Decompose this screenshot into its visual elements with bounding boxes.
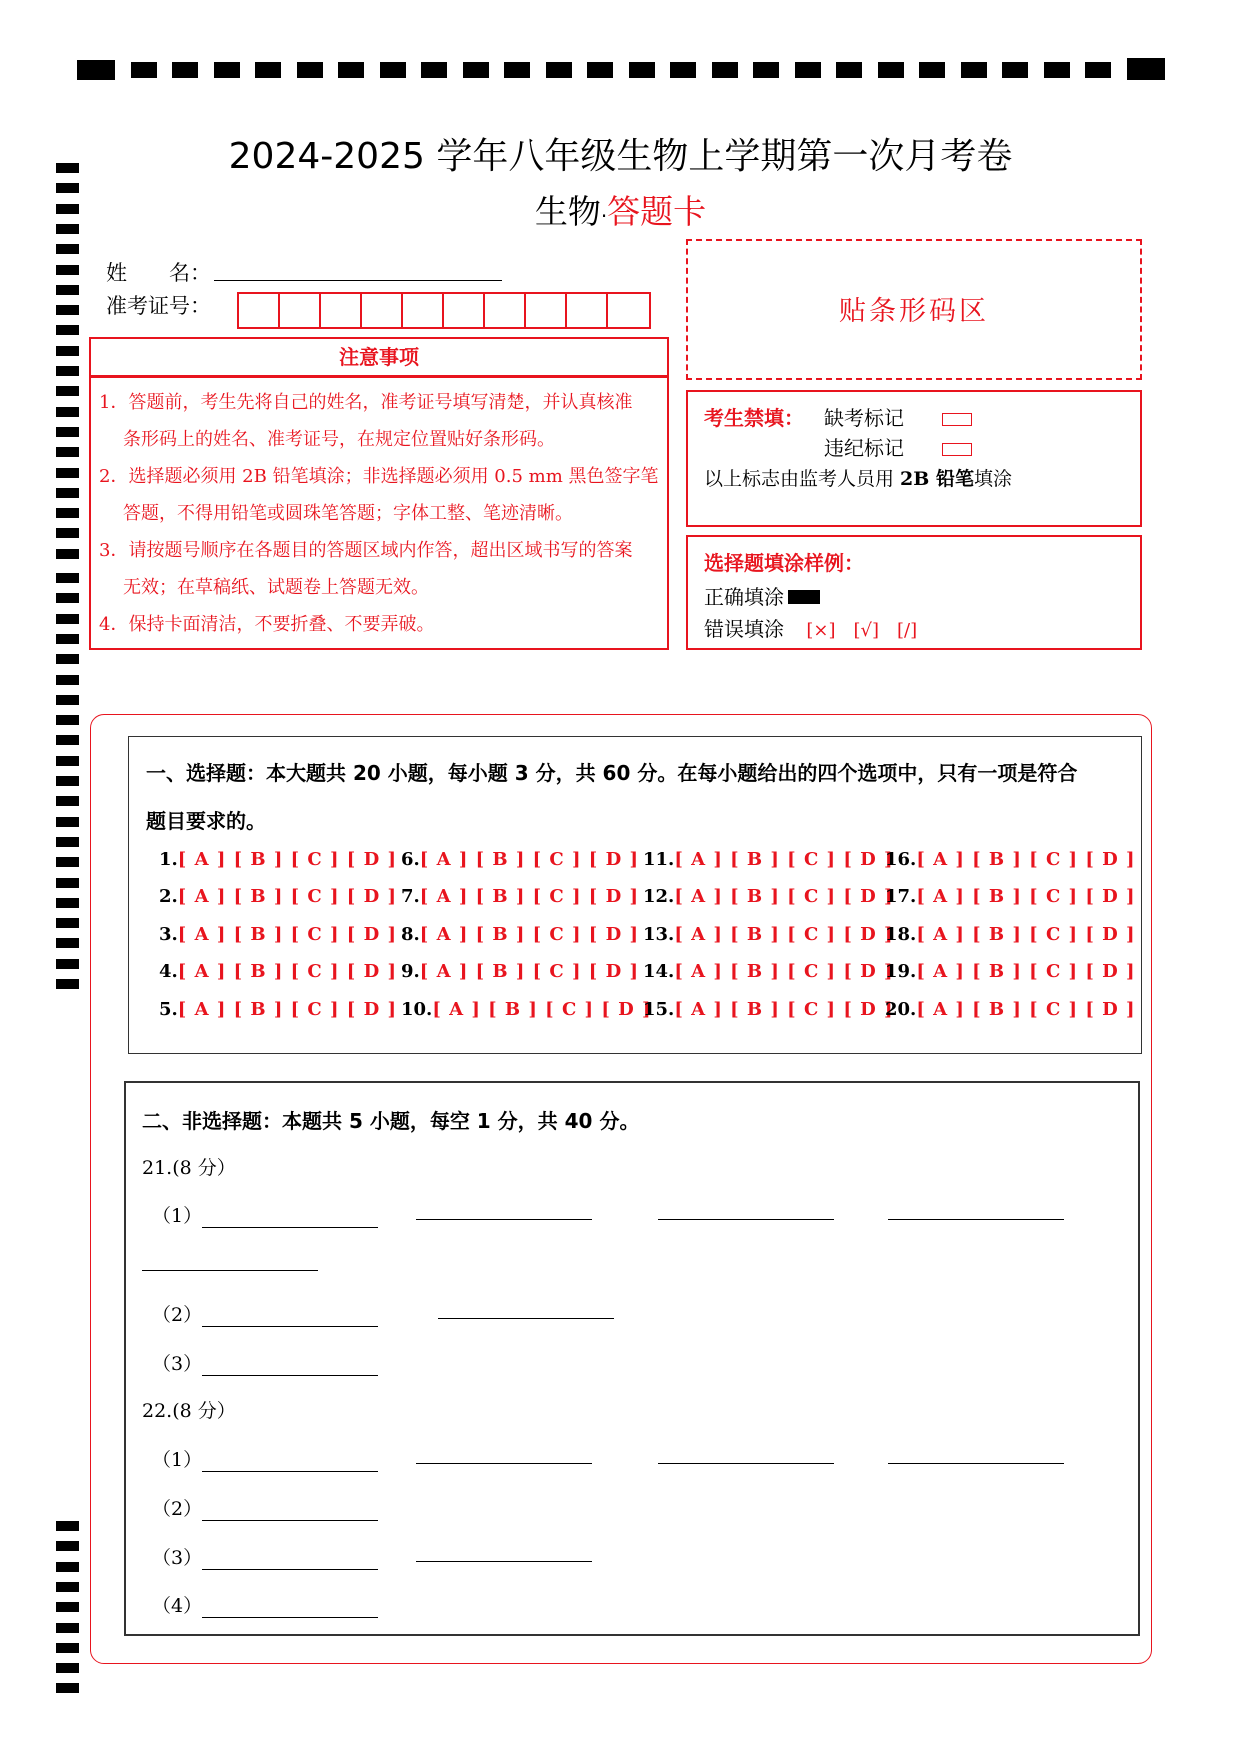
id-cell[interactable] <box>403 294 444 327</box>
timing-mark <box>753 62 779 78</box>
timing-mark <box>56 573 79 583</box>
absent-label: 缺考标记 <box>824 406 904 430</box>
id-cell[interactable] <box>567 294 608 327</box>
violation-mark-row <box>824 432 972 461</box>
sub-label: （1） <box>152 1205 203 1227</box>
section2-heading: 二、非选择题：本题共 5 小题，每空 1 分，共 40 分。 <box>142 1109 640 1133</box>
name-field[interactable] <box>214 262 502 281</box>
answer-blank[interactable] <box>202 1502 378 1521</box>
q21-part3 <box>152 1349 378 1376</box>
examiner-note-bold: 2B 铅笔 <box>900 468 974 490</box>
timing-mark <box>56 386 79 396</box>
question-number: 12. <box>643 886 675 907</box>
timing-mark <box>1127 58 1165 80</box>
question-number: 5. <box>159 999 178 1020</box>
timing-mark <box>56 715 79 725</box>
question-number: 8. <box>401 924 420 945</box>
multiple-choice-section <box>128 736 1142 1054</box>
timing-mark <box>56 654 79 664</box>
timing-mark <box>56 488 79 498</box>
answer-options[interactable]: [ A ] [ B ] [ C ] [ D ] <box>674 924 894 945</box>
timing-mark <box>380 62 406 78</box>
answer-options[interactable]: [ A ] [ B ] [ C ] [ D ] <box>177 849 397 870</box>
timing-mark <box>1002 62 1028 78</box>
answer-blank[interactable] <box>202 1357 378 1376</box>
question-number: 6. <box>401 849 420 870</box>
question-number: 1. <box>159 849 178 870</box>
timing-mark <box>56 837 79 847</box>
section1-heading: 一、选择题：本大题共 20 小题，每小题 3 分，共 60 分。在每小题给出的四个选项中，只有一项是符合 <box>146 761 1078 785</box>
choice-question[interactable] <box>159 999 397 1020</box>
answer-options[interactable]: [ A ] [ B ] [ C ] [ D ] <box>177 886 397 907</box>
question-number: 20. <box>885 999 917 1020</box>
q22-part1 <box>152 1445 378 1472</box>
id-cell[interactable] <box>526 294 567 327</box>
timing-mark <box>56 614 79 624</box>
choice-question[interactable] <box>401 849 639 870</box>
choice-question[interactable] <box>885 924 1136 945</box>
non-choice-section <box>124 1081 1140 1636</box>
choice-question[interactable] <box>401 924 639 945</box>
wrong-fill-label: 错误填涂 <box>704 617 784 641</box>
choice-question[interactable] <box>885 961 1136 982</box>
answer-blank[interactable] <box>658 1219 834 1220</box>
notice-body <box>89 376 669 650</box>
question-number: 13. <box>643 924 675 945</box>
timing-mark <box>56 427 79 437</box>
answer-blank[interactable] <box>202 1209 378 1228</box>
timing-mark <box>56 305 79 315</box>
fill-sample-box <box>686 535 1142 650</box>
correct-fill-label: 正确填涂 <box>704 585 784 609</box>
timing-mark <box>172 62 198 78</box>
question-number: 17. <box>885 886 917 907</box>
timing-mark <box>56 938 79 948</box>
examiner-only-title: 考生禁填： <box>704 406 804 430</box>
notice-item: 答题，不得用铅笔或圆珠笔答题；字体工整、笔迹清晰。 <box>123 503 573 524</box>
answer-blank[interactable] <box>416 1463 592 1464</box>
timing-mark <box>56 979 79 989</box>
question-number: 14. <box>643 961 675 982</box>
answer-blank[interactable] <box>416 1561 592 1562</box>
id-cell[interactable] <box>280 294 321 327</box>
choice-question[interactable] <box>885 886 1136 907</box>
timing-mark <box>56 407 79 417</box>
timing-mark <box>587 62 613 78</box>
choice-question[interactable] <box>643 999 894 1020</box>
timing-mark <box>56 325 79 335</box>
choice-question[interactable] <box>401 886 639 907</box>
timing-mark <box>56 918 79 928</box>
answer-options[interactable]: [ A ] [ B ] [ C ] [ D ] <box>177 924 397 945</box>
timing-mark <box>421 62 447 78</box>
notice-title-box <box>89 337 669 377</box>
violation-checkbox[interactable] <box>942 443 972 456</box>
notice-item: 3．请按题号顺序在各题目的答题区域内作答，超出区域书写的答案 <box>99 540 633 561</box>
sub-label: （3） <box>152 1353 203 1375</box>
timing-mark <box>919 62 945 78</box>
question-number: 4. <box>159 961 178 982</box>
correct-fill-row <box>704 581 820 610</box>
answer-options[interactable]: [ A ] [ B ] [ C ] [ D ] <box>674 849 894 870</box>
filled-box-icon <box>788 590 820 604</box>
id-cell[interactable] <box>239 294 280 327</box>
answer-options[interactable]: [ A ] [ B ] [ C ] [ D ] <box>674 886 894 907</box>
id-cell[interactable] <box>608 294 649 327</box>
violation-label: 违纪标记 <box>824 436 904 460</box>
wrong-fill-marks: [×] [√] [/] <box>806 620 918 641</box>
answer-options[interactable]: [ A ] [ B ] [ C ] [ D ] <box>916 886 1136 907</box>
answer-options[interactable]: [ A ] [ B ] [ C ] [ D ] <box>432 999 652 1020</box>
notice-item: 1．答题前，考生先将自己的姓名，准考证号填写清楚，并认真核准 <box>99 392 633 413</box>
name-label: 姓 名： <box>106 261 211 285</box>
timing-mark <box>338 62 364 78</box>
choice-question[interactable] <box>159 924 397 945</box>
id-cell[interactable] <box>362 294 403 327</box>
choice-question[interactable] <box>643 886 894 907</box>
timing-mark <box>670 62 696 78</box>
choice-question[interactable] <box>159 849 397 870</box>
timing-mark <box>836 62 862 78</box>
answer-blank[interactable] <box>202 1308 378 1327</box>
timing-mark <box>463 62 489 78</box>
answer-options[interactable]: [ A ] [ B ] [ C ] [ D ] <box>419 924 639 945</box>
timing-mark <box>546 62 572 78</box>
notice-title: 注意事项 <box>339 345 419 369</box>
q21-part2 <box>152 1300 378 1327</box>
id-label: 准考证号： <box>106 294 211 318</box>
page-subtitle <box>0 186 1241 233</box>
title-dot: · <box>600 204 608 228</box>
timing-mark <box>56 1623 79 1633</box>
subject-label: 生物 <box>534 192 601 231</box>
section1-heading-cont: 题目要求的。 <box>146 809 266 833</box>
page-title: 2024-2025 学年八年级生物上学期第一次月考卷 <box>228 136 1013 177</box>
timing-mark <box>56 528 79 538</box>
sub-label: （4） <box>152 1595 203 1617</box>
timing-mark <box>795 62 821 78</box>
answer-options[interactable]: [ A ] [ B ] [ C ] [ D ] <box>916 924 1136 945</box>
choice-question[interactable] <box>643 924 894 945</box>
q21-label: 21.(8 分） <box>142 1157 236 1179</box>
q21-part1 <box>152 1201 378 1228</box>
timing-mark <box>214 62 240 78</box>
timing-mark <box>56 346 79 356</box>
timing-mark <box>56 593 79 603</box>
timing-mark <box>56 1541 79 1551</box>
choice-question[interactable] <box>643 849 894 870</box>
notice-item: 4．保持卡面清洁，不要折叠、不要弄破。 <box>99 614 435 635</box>
timing-mark <box>878 62 904 78</box>
sub-label: （2） <box>152 1498 203 1520</box>
question-number: 7. <box>401 886 420 907</box>
examiner-note-suffix: 填涂 <box>973 468 1012 490</box>
timing-mark <box>1044 62 1070 78</box>
id-cell[interactable] <box>485 294 526 327</box>
timing-mark <box>56 675 79 685</box>
timing-mark <box>56 898 79 908</box>
choice-question[interactable] <box>401 961 639 982</box>
notice-item: 无效；在草稿纸、试题卷上答题无效。 <box>123 577 429 598</box>
answer-options[interactable]: [ A ] [ B ] [ C ] [ D ] <box>916 849 1136 870</box>
top-timing-marks <box>77 58 1167 82</box>
choice-question[interactable] <box>401 999 652 1020</box>
answer-blank[interactable] <box>438 1318 614 1319</box>
examiner-only-box <box>686 390 1142 527</box>
choice-question[interactable] <box>159 961 397 982</box>
timing-mark <box>56 1663 79 1673</box>
answer-options[interactable]: [ A ] [ B ] [ C ] [ D ] <box>916 999 1136 1020</box>
timing-mark <box>56 468 79 478</box>
answer-options[interactable]: [ A ] [ B ] [ C ] [ D ] <box>916 961 1136 982</box>
notice-item: 条形码上的姓名、准考证号，在规定位置贴好条形码。 <box>123 429 555 450</box>
choice-question[interactable] <box>885 849 1136 870</box>
timing-mark <box>77 60 115 80</box>
question-number: 15. <box>643 999 675 1020</box>
answer-options[interactable]: [ A ] [ B ] [ C ] [ D ] <box>177 961 397 982</box>
timing-mark <box>504 62 530 78</box>
q22-part2 <box>152 1494 378 1521</box>
examiner-note-prefix: 以上标志由监考人员用 <box>704 468 901 490</box>
timing-mark <box>131 62 157 78</box>
timing-mark <box>712 62 738 78</box>
notice-item: 2．选择题必须用 2B 铅笔填涂；非选择题必须用 0.5 mm 黑色签字笔 <box>99 466 659 487</box>
timing-mark <box>56 756 79 766</box>
answer-options[interactable]: [ A ] [ B ] [ C ] [ D ] <box>674 961 894 982</box>
question-number: 18. <box>885 924 917 945</box>
answer-options[interactable]: [ A ] [ B ] [ C ] [ D ] <box>419 849 639 870</box>
answer-blank[interactable] <box>658 1463 834 1464</box>
answer-blank[interactable] <box>202 1599 378 1618</box>
timing-mark <box>56 1582 79 1592</box>
timing-mark <box>56 959 79 969</box>
answer-options[interactable]: [ A ] [ B ] [ C ] [ D ] <box>419 886 639 907</box>
choice-question[interactable] <box>643 961 894 982</box>
timing-mark <box>56 366 79 376</box>
question-number: 10. <box>401 999 433 1020</box>
barcode-label: 贴条形码区 <box>839 296 989 327</box>
timing-mark <box>297 62 323 78</box>
answer-blank[interactable] <box>416 1219 592 1220</box>
timing-mark <box>56 285 79 295</box>
answer-blank[interactable] <box>202 1551 378 1570</box>
timing-mark <box>56 1521 79 1531</box>
timing-mark <box>56 1683 79 1693</box>
absent-checkbox[interactable] <box>942 413 972 426</box>
question-number: 16. <box>885 849 917 870</box>
answer-options[interactable]: [ A ] [ B ] [ C ] [ D ] <box>177 999 397 1020</box>
timing-mark <box>961 62 987 78</box>
timing-mark <box>56 244 79 254</box>
answer-options[interactable]: [ A ] [ B ] [ C ] [ D ] <box>674 999 894 1020</box>
sub-label: （3） <box>152 1547 203 1569</box>
timing-mark <box>56 857 79 867</box>
wrong-fill-row <box>704 613 917 642</box>
absent-mark-row <box>824 402 972 431</box>
timing-mark <box>56 796 79 806</box>
timing-mark <box>56 549 79 559</box>
question-number: 9. <box>401 961 420 982</box>
timing-mark <box>56 1562 79 1572</box>
timing-mark <box>56 817 79 827</box>
timing-mark <box>255 62 281 78</box>
timing-mark <box>56 634 79 644</box>
answer-blank[interactable] <box>888 1463 1064 1464</box>
q22-part4 <box>152 1591 378 1618</box>
timing-mark <box>56 1602 79 1612</box>
question-number: 19. <box>885 961 917 982</box>
card-type-label: 答题卡 <box>607 192 707 231</box>
id-cell[interactable] <box>321 294 362 327</box>
timing-mark <box>56 878 79 888</box>
timing-mark <box>629 62 655 78</box>
timing-mark <box>56 735 79 745</box>
answer-blank[interactable] <box>888 1219 1064 1220</box>
q22-label: 22.(8 分） <box>142 1400 236 1422</box>
timing-mark <box>56 695 79 705</box>
answer-options[interactable]: [ A ] [ B ] [ C ] [ D ] <box>419 961 639 982</box>
timing-mark <box>56 776 79 786</box>
question-number: 2. <box>159 886 178 907</box>
timing-mark <box>56 1643 79 1653</box>
sub-label: （2） <box>152 1304 203 1326</box>
question-number: 11. <box>643 849 675 870</box>
answer-blank[interactable] <box>202 1453 378 1472</box>
sub-label: （1） <box>152 1449 203 1471</box>
timing-mark <box>56 508 79 518</box>
timing-mark <box>56 265 79 275</box>
examiner-note <box>704 464 1012 491</box>
question-number: 3. <box>159 924 178 945</box>
choice-question[interactable] <box>159 886 397 907</box>
exam-id-boxes[interactable] <box>237 292 651 329</box>
id-cell[interactable] <box>444 294 485 327</box>
answer-blank[interactable] <box>142 1270 318 1271</box>
q22-part3 <box>152 1543 378 1570</box>
timing-mark <box>1085 62 1111 78</box>
timing-mark <box>56 447 79 457</box>
choice-question[interactable] <box>885 999 1136 1020</box>
barcode-area <box>686 239 1142 380</box>
fill-sample-title: 选择题填涂样例： <box>704 551 864 575</box>
